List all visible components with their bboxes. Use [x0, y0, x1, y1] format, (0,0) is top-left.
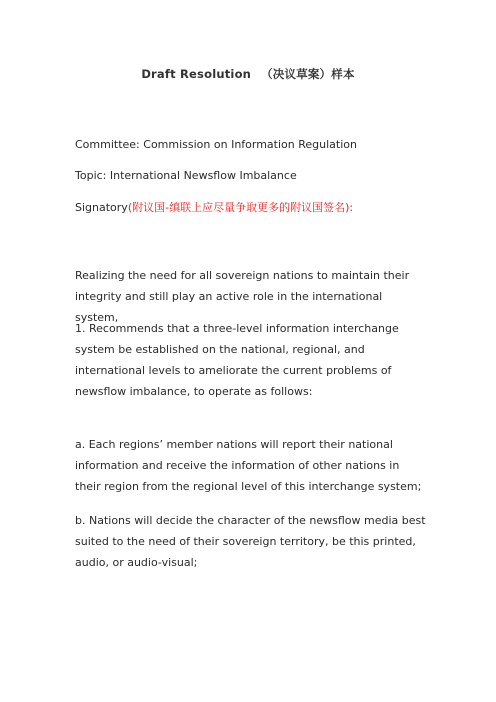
signatory-label: Signatory [75, 201, 128, 214]
title-chinese: （决议草案）样本 [261, 67, 355, 81]
signatory-line [75, 197, 427, 218]
committee-line: Committee: Commission on Information Regulation [75, 138, 357, 151]
clause-1-paragraph: 1. Recommends that a three-level information interchange system be established on the national, regional, and international levels to ameliorate the current problems of newsflow imbalance, to operate as follows: [75, 322, 399, 398]
clause-1b-paragraph: b. Nations will decide the character of the newsflow media best suited to the need of their sovereign territory, be this printed, audio, or audio-visual; [75, 514, 426, 569]
preamble-paragraph: Realizing the need for all sovereign nations to maintain their integrity and still play an active role in the international system, [75, 269, 410, 324]
signatory-note: (附议国-缜联上应尽量争取更多的附议国签名): [127, 201, 354, 214]
title-english: Draft Resolution [141, 67, 252, 81]
clause-1a-paragraph: a. Each regions’ member nations will report their national information and receive the information of other nations in their region from the regional level of this interchange system; [75, 438, 422, 493]
document-title [0, 66, 496, 82]
topic-line: Topic: International Newsflow Imbalance [75, 169, 297, 182]
